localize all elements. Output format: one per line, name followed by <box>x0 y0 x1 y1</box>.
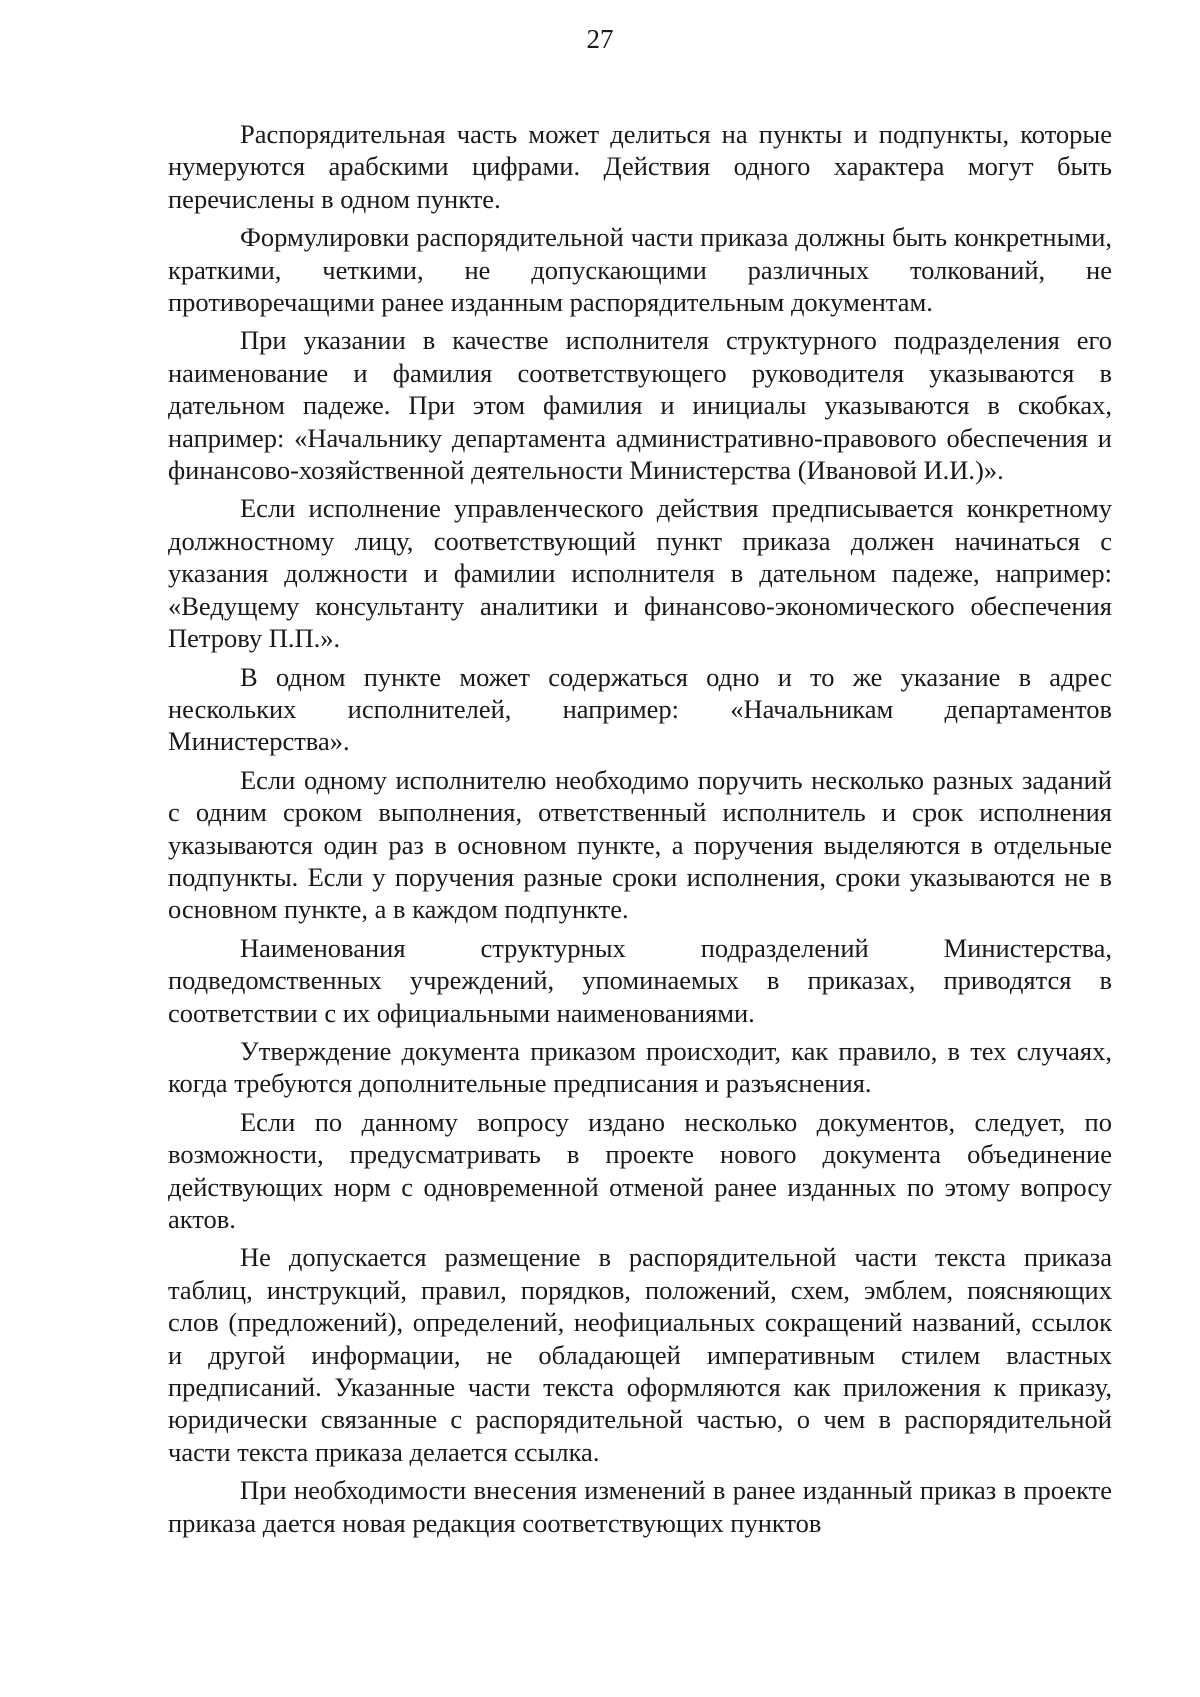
paragraph-8: Утверждение документа приказом происходит, как правило, в тех случаях, когда требуются дополнительные предписания и разъяснения. <box>168 1035 1112 1099</box>
paragraph-9: Если по данному вопросу издано несколько документов, следует, по возможности, предусматривать в проекте нового документа объединение действующих норм с одновременной отменой ранее изданных по этому вопросу актов. <box>168 1106 1112 1234</box>
paragraph-4: Если исполнение управленческого действия предписывается конкретному должностному лицу, соответствующий пункт приказа должен начинаться с указания должности и фамилии исполнителя в дательном падеже, например: «Ведущему консультанту аналитики и финансово-экономического обеспечения Петрову П.П.». <box>168 493 1112 654</box>
paragraph-1: Распорядительная часть может делиться на пункты и подпункты, которые нумеруются арабскими цифрами. Действия одного характера могут быть перечислены в одном пункте. <box>168 119 1112 214</box>
paragraph-7: Наименования структурных подразделений Министерства, подведомственных учреждений, упоминаемых в приказах, приводятся в соответствии с их официальными наименованиями. <box>168 932 1112 1028</box>
paragraph-3: При указании в качестве исполнителя структурного подразделения его наименование и фамилия соответствующего руководителя указываются в дательном падеже. При этом фамилия и инициалы указываются в скобках, например: «Начальнику департамента административно-правового обеспечения и финансово-хозяйственной деятельности Министерства (Ивановой И.И.)». <box>168 325 1112 486</box>
paragraph-6: Если одному исполнителю необходимо поручить несколько разных заданий с одним сроком выполнения, ответственный исполнитель и срок исполнения указываются один раз в основном пункте, а поручения выделяются в отдельные подпункты. Если у поручения разные сроки исполнения, сроки указываются не в основном пункте, а в каждом подпункте. <box>168 764 1112 925</box>
paragraph-10: Не допускается размещение в распорядительной части текста приказа таблиц, инструкций, правил, порядков, положений, схем, эмблем, поясняющих слов (предложений), определений, неофициальных сокращений названий, ссылок и другой информации, не обладающей императивным стилем властных предписаний. Указанные части текста оформляются как приложения к приказу, юридически связанные с распорядительной частью, о чем в распорядительной части текста приказа делается ссылка. <box>168 1242 1112 1467</box>
document-body <box>168 118 1112 1545</box>
page-number: 27 <box>586 24 614 54</box>
paragraph-11: При необходимости внесения изменений в ранее изданный приказ в проекте приказа дается новая редакция соответствующих пунктов <box>168 1475 1112 1538</box>
paragraph-5: В одном пункте может содержаться одно и то же указание в адрес нескольких исполнителей, например: «Начальникам департаментов Министерства». <box>168 661 1112 757</box>
paragraph-2: Формулировки распорядительной части приказа должны быть конкретными, краткими, четкими, не допускающими различных толкований, не противоречащими ранее изданным распорядительным документам. <box>168 222 1112 318</box>
